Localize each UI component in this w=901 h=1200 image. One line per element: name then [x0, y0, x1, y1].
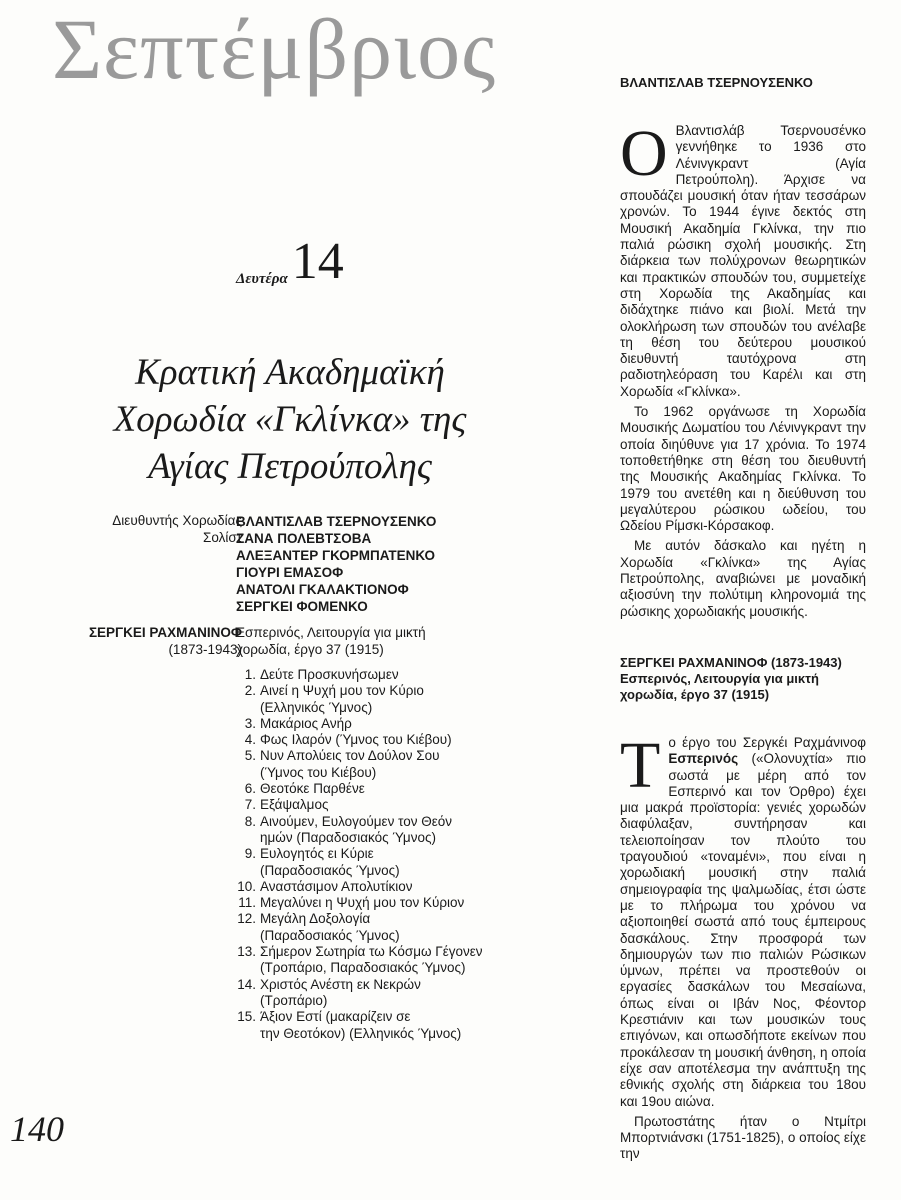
title-line: Αγίας Πετρούπολης [148, 445, 432, 487]
work-line: Εσπερινός, Λειτουργία για μικτή [236, 625, 426, 640]
bio-heading: ΒΛΑΝΤΙΣΛΑΒ ΤΣΕΡΝΟΥΣΕΝΚΟ [620, 75, 813, 90]
program-item [236, 797, 483, 813]
program-item-text: (Τροπάριο) [260, 992, 328, 1008]
day-label [236, 233, 344, 290]
program-item-text: Νυν Απολύεις τον Δούλον Σου [260, 748, 440, 764]
program-item-text: Άξιον Εστί (μακαρίζειν σε [260, 1009, 411, 1025]
essay-heading-line: χορωδία, έργο 37 (1915) [620, 687, 770, 702]
program-item-number: 11. [238, 895, 256, 911]
performer-list [236, 513, 436, 615]
performer-name: ΖΑΝΑ ΠΟΛΕΒΤΣΟΒΑ [236, 531, 372, 546]
title-line: Χορωδία «Γκλίνκα» της [113, 398, 467, 440]
day-number: 14 [291, 233, 344, 290]
bio-dropcap: Ο [620, 117, 668, 190]
essay-paragraph [620, 729, 866, 1110]
program-item-number: 8. [244, 813, 256, 829]
program-item-text: Μακάριος Ανήρ [260, 715, 352, 731]
bio-paragraph [620, 117, 866, 400]
bio-p1: Βλαντισλάβ Τσερνουσένκο γεννήθηκε το 1936 στο Λένινγκραντ (Αγία Πετρούπολη). Άρχισε να σπουδάζει μουσική όταν ήταν τεσσάρων χρονών. Το 1944 έγινε δεκτός στη Μουσική Ακαδημία Γκλίνκα, την πιο παλιά ρώσικη σχολή μουσικής. Στη διάρκεια των πολύχρονων θεωρητικών και πρακτικών σπουδών του, συμμετείχε στη Χορωδία της Ακαδημίας και διδάχτηκε πιάνο και βιολί. Μετά την ολοκλήρωση των σπουδών του ανέλαβε τη θέση του δεύτερου μουσικού διευθυντή ταυτόχρονα στη ραδιοτηλεόραση του Καρέλι και στη Χορωδία «Γκλίνκα». [620, 123, 866, 399]
program-item-number: 5. [244, 748, 256, 764]
program-item-text: Ευλογητός ει Κύριε [260, 846, 374, 862]
program-item-text: Χριστός Ανέστη εκ Νεκρών [260, 976, 421, 992]
program-item-number: 1. [244, 667, 256, 682]
bio-text [620, 117, 866, 624]
composer-block [89, 624, 242, 658]
program-item [236, 716, 483, 732]
program-item [236, 667, 483, 683]
program-item [236, 977, 483, 1010]
program-item-number: 12. [237, 911, 256, 927]
program-item-number: 13. [237, 944, 256, 960]
program-item-text: (Παραδοσιακός Ύμνος) [260, 862, 400, 878]
program-item [236, 846, 483, 879]
program-item-text: Αινεί η Ψυχή μου τον Κύριο [260, 683, 424, 699]
program-item [236, 879, 483, 895]
essay-text-a: ο έργο του Σεργκέι Ραχμάνινοφ [668, 735, 866, 750]
essay-text-b: («Ολονυχτία» πιο σωστά με μέρη από τον Εσπερινό και τον Όρθρο) έχει μια μακρά προϊστορία: γενιές χορωδών διαφύλαξαν, συντήρησαν και τελειοποίησαν τον πλούτο του τραγουδιού «τοναμένι», που είναι η χορωδιακή μουσική στην παλιά σημειογραφία της ψαλμωδίας, έτσι ώστε με το πλήρωμα του χρόνου να αξιοποιηθεί σωστά από τους έμπειρους δασκάλους. Στην προσφορά των δημιουργών των πιο παλιών Ρώσικων ύμνων, πρέπει να προστεθούν οι εργασίες δασκάλων του Μεσαίωνα, όπως είναι οι Ιβάν Νος, Φέοντορ Κρεστιάνιν και των μουσικών τους επιγόνων, και οπωσδήποτε εκείνων που προκάλεσαν τη μουσική άνθηση, η οποία είχε σαν αποτέλεσμα την ανάπτυξη της εθνικής σχολής στη διάρκεια του 18ου και 19ου αιώνα. [620, 751, 866, 1109]
day-name: Δευτέρα [236, 271, 288, 287]
program-item-text: Αινούμεν, Ευλογούμεν τον Θεόν [260, 813, 452, 829]
program-item [236, 895, 483, 911]
bio-paragraph: Με αυτόν δάσκαλο και ηγέτη η Χορωδία «Γκλίνκα» της Αγίας Πετρούπολης, αναβιώνει με μοναδική αξιοσύνη την πολύτιμη κληρονομιά της ρώσικης χορωδιακής μουσικής. [620, 538, 866, 619]
essay-heading-line: ΣΕΡΓΚΕΙ ΡΑΧΜΑΝΙΝΟΦ (1873-1943) [620, 655, 842, 670]
essay-bold-term: Εσπερινός [668, 751, 739, 767]
program-item-number: 10. [237, 878, 256, 894]
program-item [236, 683, 483, 716]
work-line: χορωδία, έργο 37 (1915) [236, 642, 384, 657]
program-list [236, 667, 483, 1042]
conductor-label: Διευθυντής Χορωδίας [112, 513, 242, 528]
program-item-text: Θεοτόκε Παρθένε [260, 781, 365, 797]
program-item-text: (Παραδοσιακός Ύμνος) [260, 927, 400, 943]
essay-dropcap: Τ [620, 729, 661, 802]
title-line: Κρατική Ακαδημαϊκή [135, 352, 445, 393]
program-item-number: 3. [244, 715, 256, 731]
essay-text [620, 729, 866, 1167]
program-item-number: 4. [244, 732, 256, 748]
program-item-text: (Τροπάριο, Παραδοσιακός Ύμνος) [260, 960, 466, 976]
program-item [236, 814, 483, 847]
program-item [236, 944, 483, 977]
program-item [236, 732, 483, 748]
bio-paragraph: Το 1962 οργάνωσε τη Χορωδία Μουσικής Δωματίου του Λένινγκραντ την οποία διηύθυνε για 17 χρόνια. Το 1974 τοποθετήθηκε στη θέση του διευθυντή της Μουσικής Ακαδημίας Γκλίνκα. Το 1979 του ανετέθη και η διεύθυνση του μεγαλύτερου ρώσικου ωδείου, του Ωδείου Ρίμσκι-Κόρσακοφ. [620, 404, 866, 534]
essay-paragraph: Πρωτοστάτης ήταν ο Ντμίτρι Μπορτνιάνσκι (1751-1825), ο οποίος είχε την [620, 1113, 866, 1162]
program-item-text: (Ελληνικός Ύμνος) [260, 699, 373, 715]
soloist-label: Σολίστ [202, 530, 242, 545]
program-item-text: την Θεοτόκον) (Ελληνικός Ύμνος) [260, 1025, 462, 1041]
program-item-text: (Ύμνος του Κιέβου) [260, 764, 377, 780]
program-item-number: 7. [244, 797, 256, 813]
essay-heading-line: Εσπερινός, Λειτουργία για μικτή [620, 671, 819, 686]
performer-name: ΑΛΕΞΑΝΤΕΡ ΓΚΟΡΜΠΑΤΕΝΚΟ [236, 548, 435, 563]
program-item-text: Αναστάσιμον Απολυτίκιον [260, 878, 413, 894]
program-item-text: Εξάψαλμος [260, 797, 329, 813]
program-item-text: Φως Ιλαρόν (Ύμνος του Κιέβου) [260, 732, 452, 748]
composer-name: ΣΕΡΓΚΕΙ ΡΑΧΜΑΝΙΝΟΦ [88, 625, 242, 640]
program-item [236, 1009, 483, 1042]
concert-title [60, 350, 520, 491]
essay-heading [620, 655, 842, 703]
program-item-number: 2. [244, 683, 256, 699]
program-item-number: 6. [244, 781, 256, 797]
performer-name: ΓΙΟΥΡΙ ΕΜΑΣΟΦ [236, 565, 344, 580]
performer-name: ΒΛΑΝΤΙΣΛΑΒ ΤΣΕΡΝΟΥΣΕΝΚΟ [236, 514, 437, 529]
page-number: 140 [10, 1109, 64, 1149]
month-title: Σεπτέμβριος [52, 1, 497, 97]
program-item-text: Μεγαλύνει η Ψυχή μου τον Κύριον [260, 895, 465, 911]
program-item [236, 748, 483, 781]
program-item-text: Μεγάλη Δοξολογία [260, 911, 371, 927]
program-item-number: 14. [237, 976, 256, 992]
program-item-text: Δεύτε Προσκυνήσωμεν [260, 667, 399, 682]
composer-years: (1873-1943) [168, 642, 242, 657]
program-item-number: 9. [244, 846, 256, 862]
performer-name: ΣΕΡΓΚΕΙ ΦΟΜΕΝΚΟ [236, 599, 368, 614]
program-item [236, 781, 483, 797]
program-item-number: 15. [237, 1009, 256, 1025]
work-title [236, 624, 496, 658]
program-item-text: ημών (Παραδοσιακός Ύμνος) [260, 829, 436, 845]
program-item-text: Σήμερον Σωτηρία τω Κόσμω Γέγονεν [260, 944, 483, 960]
performer-name: ΑΝΑΤΟΛΙ ΓΚΑΛΑΚΤΙΟΝΟΦ [236, 582, 409, 597]
program-item [236, 911, 483, 944]
